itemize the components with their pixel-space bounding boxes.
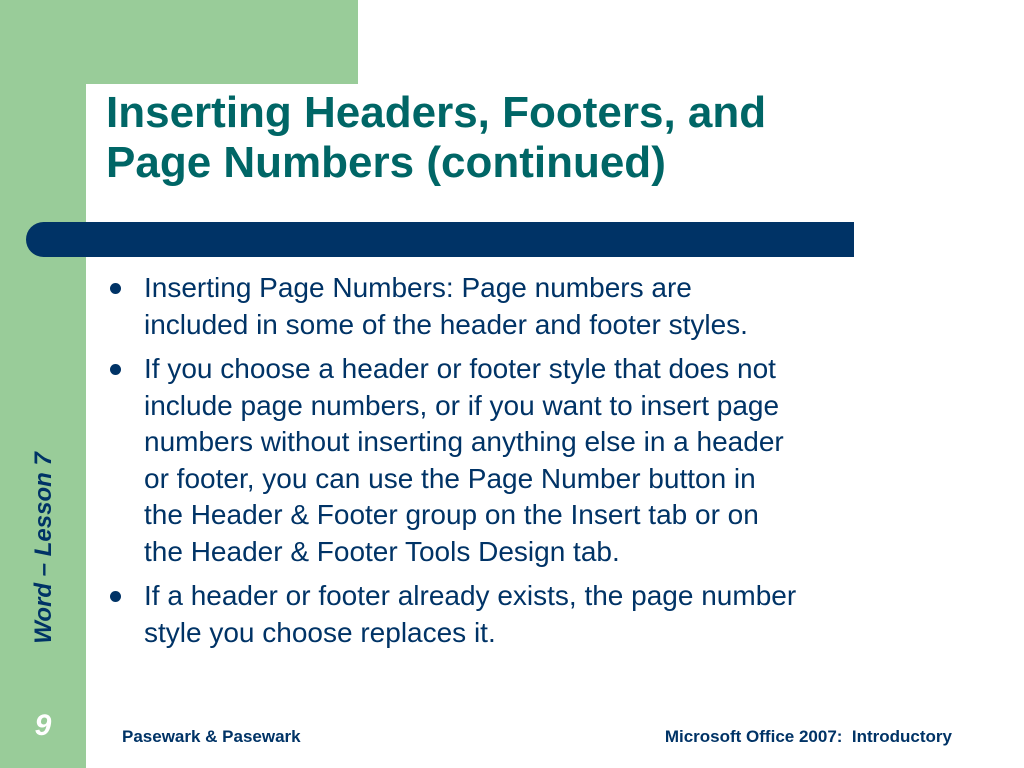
slide-number: 9 [34,709,52,742]
bullet-line: or footer, you can use the Page Number button in [144,462,756,494]
slide-title [106,88,906,188]
bullet-line: style you choose replaces it. [144,616,496,648]
bullet-line: include page numbers, or if you want to insert page [144,389,780,421]
bullet-line: Inserting Page Numbers: Page numbers are [144,272,692,303]
bullet-line: If a header or footer already exists, the page number [144,580,797,611]
bullet-dot-icon [110,364,121,375]
footer-course: Microsoft Office 2007: Introductory [664,727,952,746]
title-line-2: Page Numbers (continued) [106,138,666,187]
bullet-item [106,578,946,651]
bullet-line: the Header & Footer Tools Design tab. [144,535,620,567]
title-underline-bar [26,222,854,257]
bullet-line: the Header & Footer group on the Insert tab or on [144,499,759,530]
green-side-band [0,0,86,768]
bullet-dot-icon [110,591,121,602]
bullet-line: If you choose a header or footer style that does not [144,353,776,384]
lesson-side-label: Word – Lesson 7 [30,452,57,644]
bullet-list [106,270,946,659]
bullet-dot-icon [110,283,121,294]
title-line-1: Inserting Headers, Footers, and [106,88,767,137]
footer-author: Pasewark & Pasewark [122,727,301,746]
bullet-item [106,351,946,570]
bullet-line: numbers without inserting anything else in a header [144,426,784,457]
green-top-block [0,0,358,84]
bullet-line: included in some of the header and footer styles. [144,308,748,340]
bullet-item [106,270,946,343]
